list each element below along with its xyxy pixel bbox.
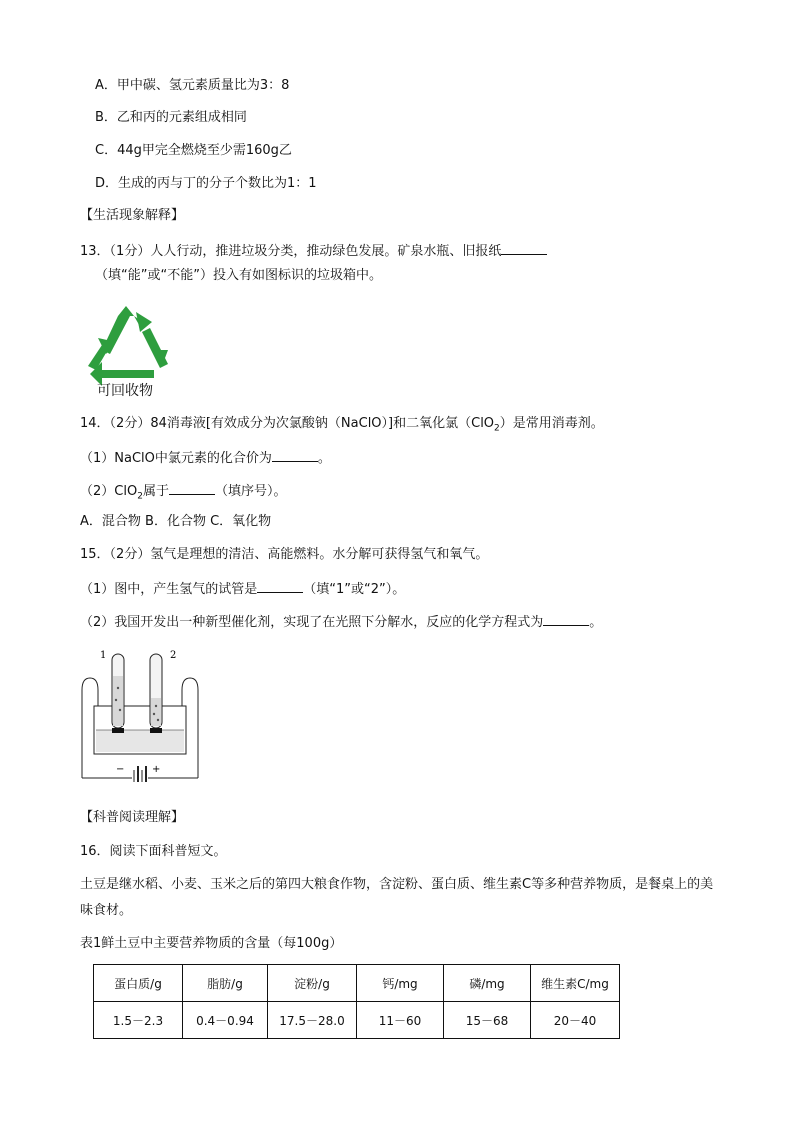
table-header-cell: 磷/mg bbox=[444, 965, 531, 1002]
question-16-stem: 16．阅读下面科普短文。 bbox=[80, 844, 227, 859]
section-heading-reading: 【科普阅读理解】 bbox=[80, 810, 185, 825]
question-14-text-a: 14．（2分）84消毒液[有效成分为次氯酸钠（NaClO）]和二氧化氯（ClO bbox=[80, 416, 495, 431]
answer-blank[interactable] bbox=[501, 240, 547, 255]
subscript: 2 bbox=[494, 423, 500, 434]
part-text: （2）我国开发出一种新型催化剂，实现了在光照下分解水，反应的化学方程式为 bbox=[80, 615, 544, 630]
table-header-cell: 脂肪/g bbox=[183, 965, 268, 1002]
table-header-row bbox=[94, 965, 620, 1002]
table-cell: 1.5－2.3 bbox=[94, 1002, 183, 1039]
option-c: C．44g甲完全燃烧至少需160g乙 bbox=[95, 143, 292, 158]
part-text: （1）图中，产生氢气的试管是 bbox=[80, 582, 258, 597]
part-text-end: 。 bbox=[589, 615, 603, 630]
question-15-part-2 bbox=[80, 611, 602, 633]
table-row bbox=[94, 1002, 620, 1039]
table-header-cell: 维生素C/mg bbox=[531, 965, 620, 1002]
part-text: （1）NaClO中氯元素的化合价为 bbox=[80, 451, 272, 466]
table-caption: 表1鲜土豆中主要营养物质的含量（每100g） bbox=[80, 936, 343, 951]
option-b: B．乙和丙的元素组成相同 bbox=[95, 110, 247, 125]
question-15-part-1 bbox=[80, 578, 405, 600]
part-text-end: 。 bbox=[317, 451, 331, 466]
nutrient-table bbox=[93, 964, 620, 1039]
table-cell: 0.4－0.94 bbox=[183, 1002, 268, 1039]
table-header-cell: 蛋白质/g bbox=[94, 965, 183, 1002]
table-cell: 11－60 bbox=[357, 1002, 444, 1039]
option-a: A．甲中碳、氢元素质量比为3：8 bbox=[95, 78, 290, 93]
answer-blank[interactable] bbox=[169, 480, 215, 495]
question-16-paragraph: 土豆是继水稻、小麦、玉米之后的第四大粮食作物，含淀粉、蛋白质、维生素C等多种营养物质，是餐桌上的美味食材。 bbox=[80, 877, 714, 918]
question-14-part-2 bbox=[80, 480, 286, 507]
minus-label: − bbox=[116, 764, 125, 775]
table-cell: 15－68 bbox=[444, 1002, 531, 1039]
part-text-end: （填“1”或“2”）。 bbox=[303, 582, 406, 597]
question-13-text: 13．（1分）人人行动，推进垃圾分类，推动绿色发展。矿泉水瓶、旧报纸 bbox=[80, 244, 502, 259]
tube-2-label: 2 bbox=[170, 650, 177, 661]
part-text: （2）ClO bbox=[80, 484, 138, 499]
section-heading-life: 【生活现象解释】 bbox=[80, 208, 185, 223]
answer-blank[interactable] bbox=[257, 578, 303, 593]
question-14-choices: A．混合物 B．化合物 C．氧化物 bbox=[80, 514, 272, 529]
subscript: 2 bbox=[137, 491, 143, 502]
part-text-mid: 属于 bbox=[142, 484, 169, 499]
question-15-stem: 15．（2分）氢气是理想的清洁、高能燃料。水分解可获得氢气和氧气。 bbox=[80, 547, 489, 562]
answer-blank[interactable] bbox=[272, 447, 318, 462]
part-text-end: （填序号）。 bbox=[214, 484, 287, 499]
plus-label: + bbox=[152, 764, 161, 775]
table-header-cell: 淀粉/g bbox=[268, 965, 357, 1002]
answer-blank[interactable] bbox=[543, 611, 589, 626]
question-14-part-1 bbox=[80, 447, 331, 469]
option-d: D．生成的丙与丁的分子个数比为1：1 bbox=[95, 176, 317, 191]
table-cell: 20－40 bbox=[531, 1002, 620, 1039]
table-header-cell: 钙/mg bbox=[357, 965, 444, 1002]
electrolysis-apparatus-diagram bbox=[80, 648, 200, 782]
question-14-stem bbox=[80, 414, 604, 439]
question-13-stem bbox=[80, 240, 547, 262]
tube-1-label: 1 bbox=[100, 650, 107, 661]
question-14-text-b: ）是常用消毒剂。 bbox=[499, 416, 604, 431]
question-13-line2: （填“能”或“不能”）投入有如图标识的垃圾箱中。 bbox=[95, 268, 382, 283]
table-cell: 17.5－28.0 bbox=[268, 1002, 357, 1039]
recycle-label: 可回收物 bbox=[97, 383, 153, 399]
